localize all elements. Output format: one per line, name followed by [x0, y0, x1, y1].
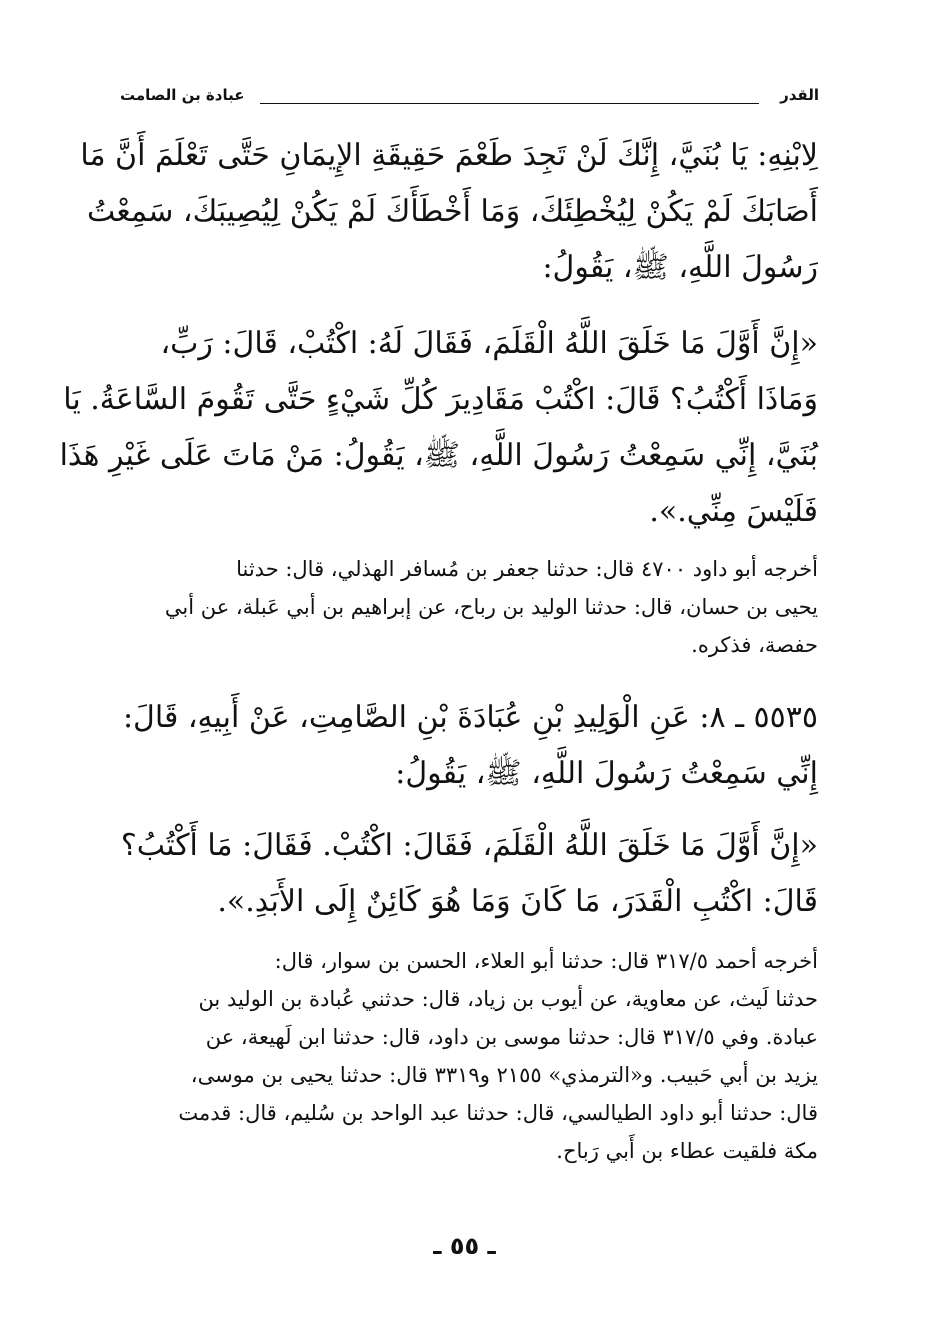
text-line: حدثنا لَيث، عن معاوية، عن أيوب بن زياد، قال: حدثني عُبادة بن الوليد بن — [198, 987, 818, 1011]
header-rule — [260, 103, 759, 104]
takhrij-note — [118, 550, 818, 664]
text-line: «إِنَّ أَوَّلَ مَا خَلَقَ اللَّهُ الْقَلَمَ، فَقَالَ لَهُ: اكْتُبْ، قَالَ: رَبِّ، — [160, 326, 818, 361]
text-line: لِابْنِهِ: يَا بُنَيَّ، إِنَّكَ لَنْ تَجِدَ طَعْمَ حَقِيقَةِ الإِيمَانِ حَتَّى تَعْلَمَ أَنَّ مَا — [80, 138, 818, 173]
text-line: «إِنَّ أَوَّلَ مَا خَلَقَ اللَّهُ الْقَلَمَ، فَقَالَ: اكْتُبْ. فَقَالَ: مَا أَكْتُبُ؟ — [120, 828, 818, 863]
text-line: يزيد بن أبي حَبيب. و«الترمذي» ٢١٥٥ و٣٣١٩ قال: حدثنا يحيى بن موسى، — [190, 1063, 818, 1087]
text-line: قَالَ: اكْتُبِ الْقَدَرَ، مَا كَانَ وَمَا هُوَ كَائِنٌ إِلَى الأَبَدِ.». — [217, 884, 818, 919]
chapter-title: القدر — [780, 86, 819, 104]
text-line: أخرجه أحمد ٣١٧/٥ قال: حدثنا أبو العلاء، الحسن بن سوار، قال: — [274, 949, 818, 973]
section-title: عبادة بن الصامت — [120, 86, 245, 104]
text-line: مكة فلقيت عطاء بن أَبي رَباح. — [556, 1139, 818, 1163]
takhrij-note — [118, 942, 818, 1170]
page-number: ـ ٥٥ ـ — [433, 1232, 496, 1260]
hadith-narration-paragraph — [118, 690, 818, 802]
text-line: حفصة، فذكره. — [691, 633, 818, 657]
text-line: ٥٥٣٥ ـ ٨: عَنِ الْوَلِيدِ بْنِ عُبَادَةَ بْنِ الصَّامِتِ، عَنْ أَبِيهِ، قَالَ: — [122, 700, 818, 735]
hadith-narration-paragraph — [80, 128, 818, 296]
hadith-quote-block — [118, 818, 818, 930]
text-line: أَصَابَكَ لَمْ يَكُنْ لِيُخْطِئَكَ، وَمَا أَخْطَأَكَ لَمْ يَكُنْ لِيُصِيبَكَ، سَمِعْتُ — [86, 194, 818, 229]
text-line: قال: حدثنا أبو داود الطيالسي، قال: حدثنا عبد الواحد بن سُليم، قال: قدمت — [178, 1101, 818, 1125]
text-line: إِنِّي سَمِعْتُ رَسُولَ اللَّهِ، ﷺ، يَقُولُ: — [395, 756, 818, 791]
text-line: رَسُولَ اللَّهِ، ﷺ، يَقُولُ: — [542, 250, 818, 285]
text-line: وَمَاذَا أَكْتُبُ؟ قَالَ: اكْتُبْ مَقَادِيرَ كُلِّ شَيْءٍ حَتَّى تَقُومَ السَّاعَةُ. يَا — [63, 382, 818, 417]
text-line: أخرجه أبو داود ٤٧٠٠ قال: حدثنا جعفر بن مُسافر الهذلي، قال: حدثنا — [236, 557, 818, 581]
text-line: عبادة. وفي ٣١٧/٥ قال: حدثنا موسى بن داود، قال: حدثنا ابن لَهيعة، عن — [205, 1025, 818, 1049]
text-line: يحيى بن حسان، قال: حدثنا الوليد بن رباح، عن إبراهيم بن أبي عَبلة، عن أبي — [164, 595, 818, 619]
text-line: فَلَيْسَ مِنِّي.». — [649, 494, 818, 529]
running-header — [120, 86, 819, 112]
text-line: بُنَيَّ، إِنِّي سَمِعْتُ رَسُولَ اللَّهِ، ﷺ، يَقُولُ: مَنْ مَاتَ عَلَى غَيْرِ هَذَا — [59, 438, 818, 473]
hadith-quote-block — [59, 316, 818, 540]
